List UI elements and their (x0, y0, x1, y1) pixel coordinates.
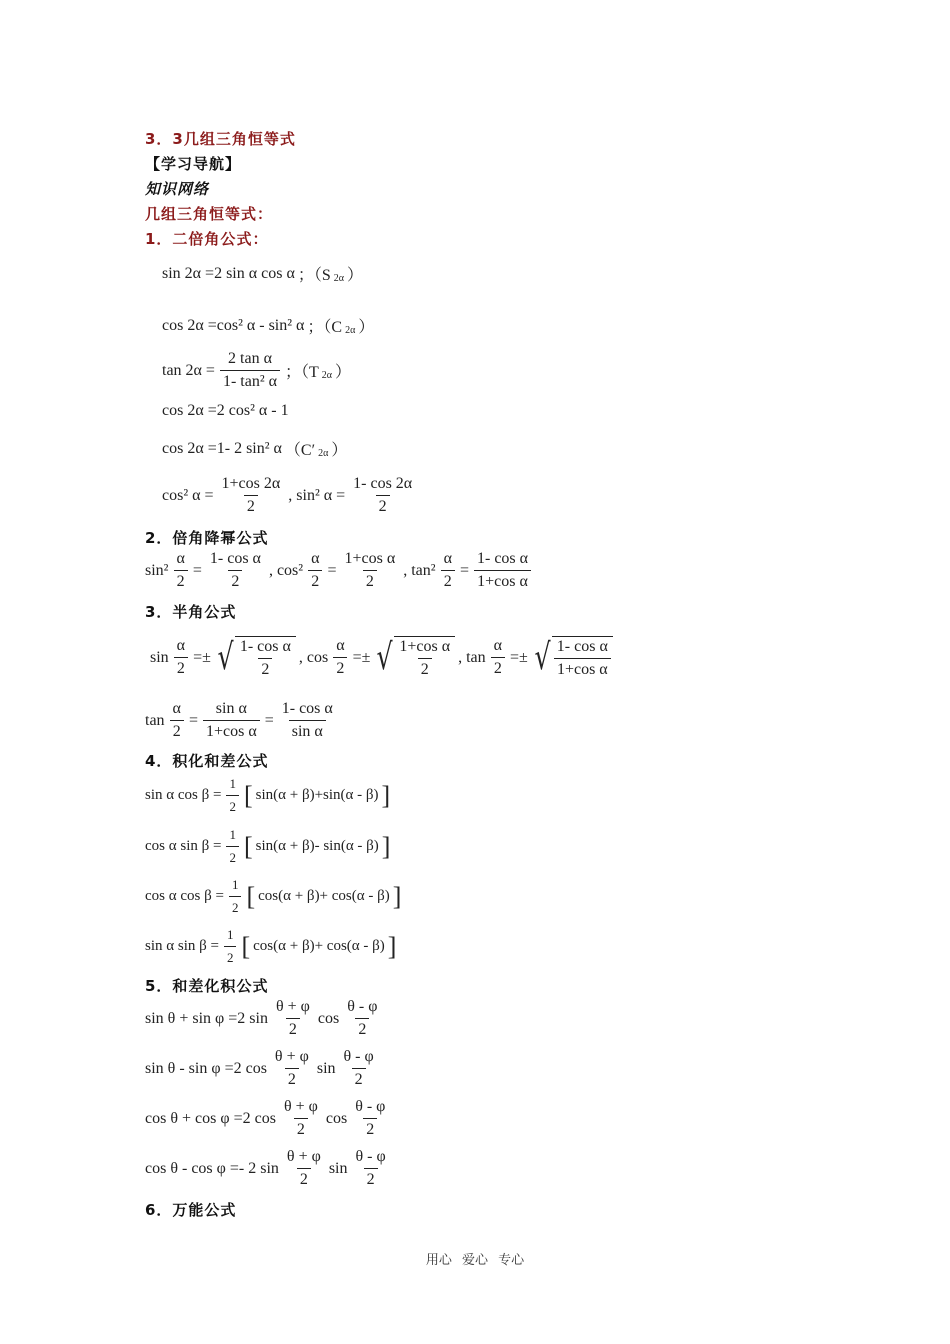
sqrt: √ $\frac{\text{1- cos α}}{\text{1+cos α}}$ (531, 636, 613, 679)
formula-half-square: sin² $\frac{\alpha}{2}$ = $\frac{\text{1- cos α}}{2}$ , cos² $\frac{\alpha}{2}$ = $\frac{\text{1+cos α}}{2}$ , tan² $\frac{\alpha}{2}$ = $\frac{\text{1- cos α}}{\text{1+cos α}}$ (145, 550, 533, 591)
formula-half-angle: sin $\frac{\alpha}{2}$ =± √ $\frac{\text{1- cos α}}{2}$ , cos $\frac{\alpha}{2}$ =± √ $\frac{\text{1+cos α}}{2}$ , tan $\frac{\alpha}{2}$ =± √ $\frac{\text{1- cos α}}{\text{1+cos α}}$ (150, 636, 613, 679)
formula-s2p-2: sin θ - sin φ =2 cos θ + φ 2 sin θ - φ 2 (145, 1048, 374, 1088)
formula-power-reduction: cos² α = $\frac{1+\cos 2\alpha}{2}$ , sin² α = $\frac{1- \cos 2\alpha}{2}$ (162, 475, 417, 516)
fraction: $\frac{1- \cos 2\alpha}{2}$ (353, 475, 413, 515)
sqrt: √ $\frac{\text{1+cos α}}{2}$ (373, 636, 455, 679)
fraction: $\frac{1+\cos 2\alpha}{2}$ (221, 475, 281, 515)
formula-cos2a-v2: cos 2α =2 cos² α - 1 (162, 402, 289, 419)
formula-p2s-2: cos α sin β = $\frac{1}{2}$ [ sin(α + β)- sin(α - β) ] (145, 827, 391, 865)
formula-tan2a: tan 2α = $\frac{\text{2 tan α}}{\text{1- tan² α}}$ ；（T 2α ） (162, 350, 352, 390)
formula-cos2a: cos 2α =cos² α - sin² α ；（C 2α ） (162, 316, 375, 336)
guide-heading: 【学习导航】 (145, 155, 242, 173)
formula-sin2a: sin 2α =2 sin α cos α ；（S 2α ） (162, 264, 364, 284)
formula-p2s-3: cos α cos β = $\frac{1}{2}$ [ cos(α + β)+ cos(α - β) ] (145, 877, 402, 915)
page-footer: 用心 爱心 专心 (425, 1253, 525, 1268)
sum-to-product-heading: 5．和差化积公式 (145, 977, 269, 995)
double-angle-heading: 1．二倍角公式： (145, 230, 269, 248)
network-heading: 知识网络 (145, 180, 210, 198)
half-angle-heading: 3．半角公式 (145, 603, 237, 621)
formula-s2p-3: cos θ + cos φ =2 cos θ + φ 2 cos θ - φ 2 (145, 1098, 386, 1138)
formula-p2s-1: sin α cos β = $\frac{1}{2}$ [ sin(α + β)+sin(α - β) ] (145, 776, 391, 814)
formula-p2s-4: sin α sin β = $\frac{1}{2}$ [ cos(α + β)+ cos(α - β) ] (145, 927, 397, 965)
formula-s2p-1: sin θ + sin φ =2 sin θ + φ 2 cos θ - φ 2 (145, 998, 378, 1038)
identities-heading: 几组三角恒等式： (145, 205, 274, 223)
product-to-sum-heading: 4．积化和差公式 (145, 752, 269, 770)
formula-cos2a-v3: cos 2α =1- 2 sin² α （C′ 2α ） (162, 439, 348, 459)
universal-formula-heading: 6．万能公式 (145, 1201, 237, 1219)
formula-tan-half: tan $\frac{\alpha}{2}$ = $\frac{\text{sin α}}{\text{1+cos α}}$ = $\frac{\text{1- cos α}}{\text{sin α}}$ (145, 700, 333, 740)
formula-s2p-4: cos θ - cos φ =- 2 sin θ + φ 2 sin θ - φ 2 (145, 1148, 386, 1188)
power-reduction-heading: 2．倍角降幂公式 (145, 529, 269, 547)
fraction: $\frac{\text{2 tan α}}{\text{1- tan² α}}$ (220, 350, 280, 391)
sqrt: √ $\frac{\text{1- cos α}}{2}$ (214, 636, 296, 679)
section-title: 3．3几组三角恒等式 (145, 130, 296, 148)
